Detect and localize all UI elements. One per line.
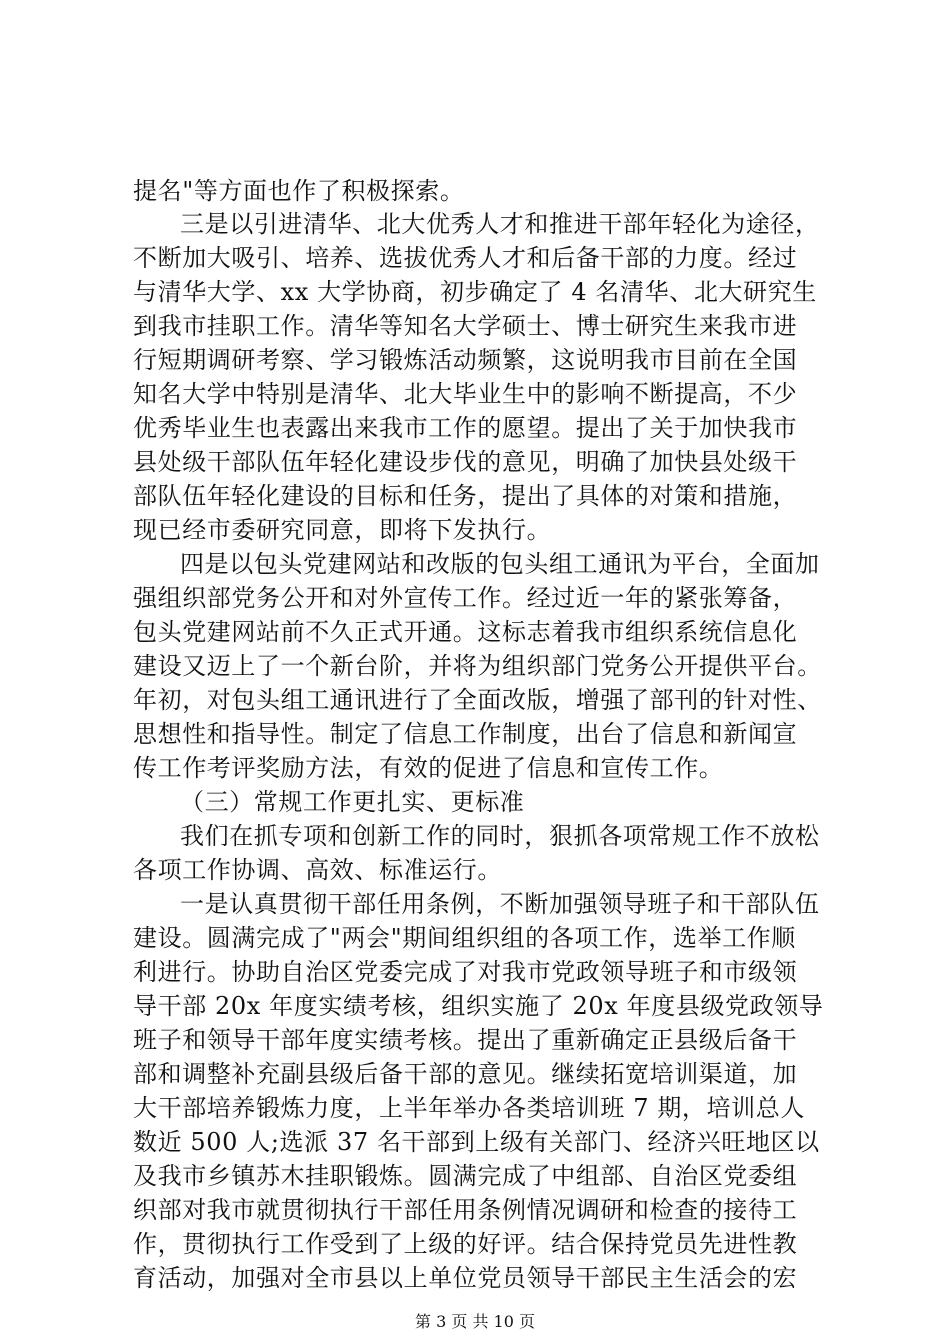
body-text-line: 现已经市委研究同意，即将下发执行。 bbox=[133, 516, 552, 544]
body-text-line: 各项工作协调、高效、标准运行。 bbox=[133, 856, 502, 884]
body-text-line: 作，贯彻执行工作受到了上级的好评。结合保持党员先进性教 bbox=[133, 1230, 798, 1258]
section-heading: （三）常规工作更扎实、更标准 bbox=[180, 788, 525, 816]
body-text-line: 强组织部党务公开和对外宣传工作。经过近一年的紧张筹备， bbox=[133, 584, 798, 612]
body-text-line: 县处级干部队伍年轻化建设步伐的意见，明确了加快县处级干 bbox=[133, 448, 798, 476]
body-text-line: 部和调整补充副县级后备干部的意见。继续拓宽培训渠道，加 bbox=[133, 1060, 798, 1088]
body-text-line: 传工作考评奖励方法，有效的促进了信息和宣传工作。 bbox=[133, 754, 724, 782]
body-text-line: 班子和领导干部年度实绩考核。提出了重新确定正县级后备干 bbox=[133, 1026, 798, 1054]
body-text-line: 利进行。协助自治区党委完成了对我市党政领导班子和市级领 bbox=[133, 958, 798, 986]
body-text-line: 提名"等方面也作了积极探索。 bbox=[133, 177, 465, 205]
body-text-line: 优秀毕业生也表露出来我市工作的愿望。提出了关于加快我市 bbox=[133, 414, 798, 442]
body-text-line: 数近 500 人;选派 37 名干部到上级有关部门、经济兴旺地区以 bbox=[133, 1128, 820, 1156]
body-text-line: 大干部培养锻炼力度，上半年举办各类培训班 7 期，培训总人 bbox=[133, 1094, 805, 1122]
body-text-line: 部队伍年轻化建设的目标和任务，提出了具体的对策和措施， bbox=[133, 482, 798, 510]
body-text-line: 育活动，加强对全市县以上单位党员领导干部民主生活会的宏 bbox=[133, 1264, 798, 1292]
paragraph-start-line: 我们在抓专项和创新工作的同时，狠抓各项常规工作不放松 bbox=[180, 822, 820, 850]
body-text-line: 织部对我市就贯彻执行干部任用条例情况调研和检查的接待工 bbox=[133, 1196, 798, 1224]
page-number-footer: 第 3 页 共 10 页 bbox=[415, 1312, 535, 1331]
body-text-line: 到我市挂职工作。清华等知名大学硕士、博士研究生来我市进 bbox=[133, 312, 798, 340]
body-text-line: 导干部 20x 年度实绩考核，组织实施了 20x 年度县级党政领导 bbox=[133, 992, 824, 1020]
body-text-line: 建设。圆满完成了"两会"期间组织组的各项工作，选举工作顺 bbox=[133, 924, 796, 952]
body-text-line: 知名大学中特别是清华、北大毕业生中的影响不断提高，不少 bbox=[133, 380, 798, 408]
body-text-line: 不断加大吸引、培养、选拔优秀人才和后备干部的力度。经过 bbox=[133, 244, 798, 272]
paragraph-start-line: 一是认真贯彻干部任用条例，不断加强领导班子和干部队伍 bbox=[180, 890, 820, 918]
body-text-line: 与清华大学、xx 大学协商，初步确定了 4 名清华、北大研究生 bbox=[133, 278, 817, 306]
body-text-line: 行短期调研考察、学习锻炼活动频繁，这说明我市目前在全国 bbox=[133, 346, 798, 374]
paragraph-start-line: 三是以引进清华、北大优秀人才和推进干部年轻化为途径， bbox=[180, 210, 820, 238]
paragraph-start-line: 四是以包头党建网站和改版的包头组工通讯为平台，全面加 bbox=[180, 550, 820, 578]
body-text-line: 思想性和指导性。制定了信息工作制度，出台了信息和新闻宣 bbox=[133, 720, 798, 748]
body-text-line: 建设又迈上了一个新台阶，并将为组织部门党务公开提供平台。 bbox=[133, 652, 822, 680]
body-text-line: 年初，对包头组工通讯进行了全面改版，增强了部刊的针对性、 bbox=[133, 686, 822, 714]
body-text-line: 及我市乡镇苏木挂职锻炼。圆满完成了中组部、自治区党委组 bbox=[133, 1162, 798, 1190]
body-text-line: 包头党建网站前不久正式开通。这标志着我市组织系统信息化 bbox=[133, 618, 798, 646]
